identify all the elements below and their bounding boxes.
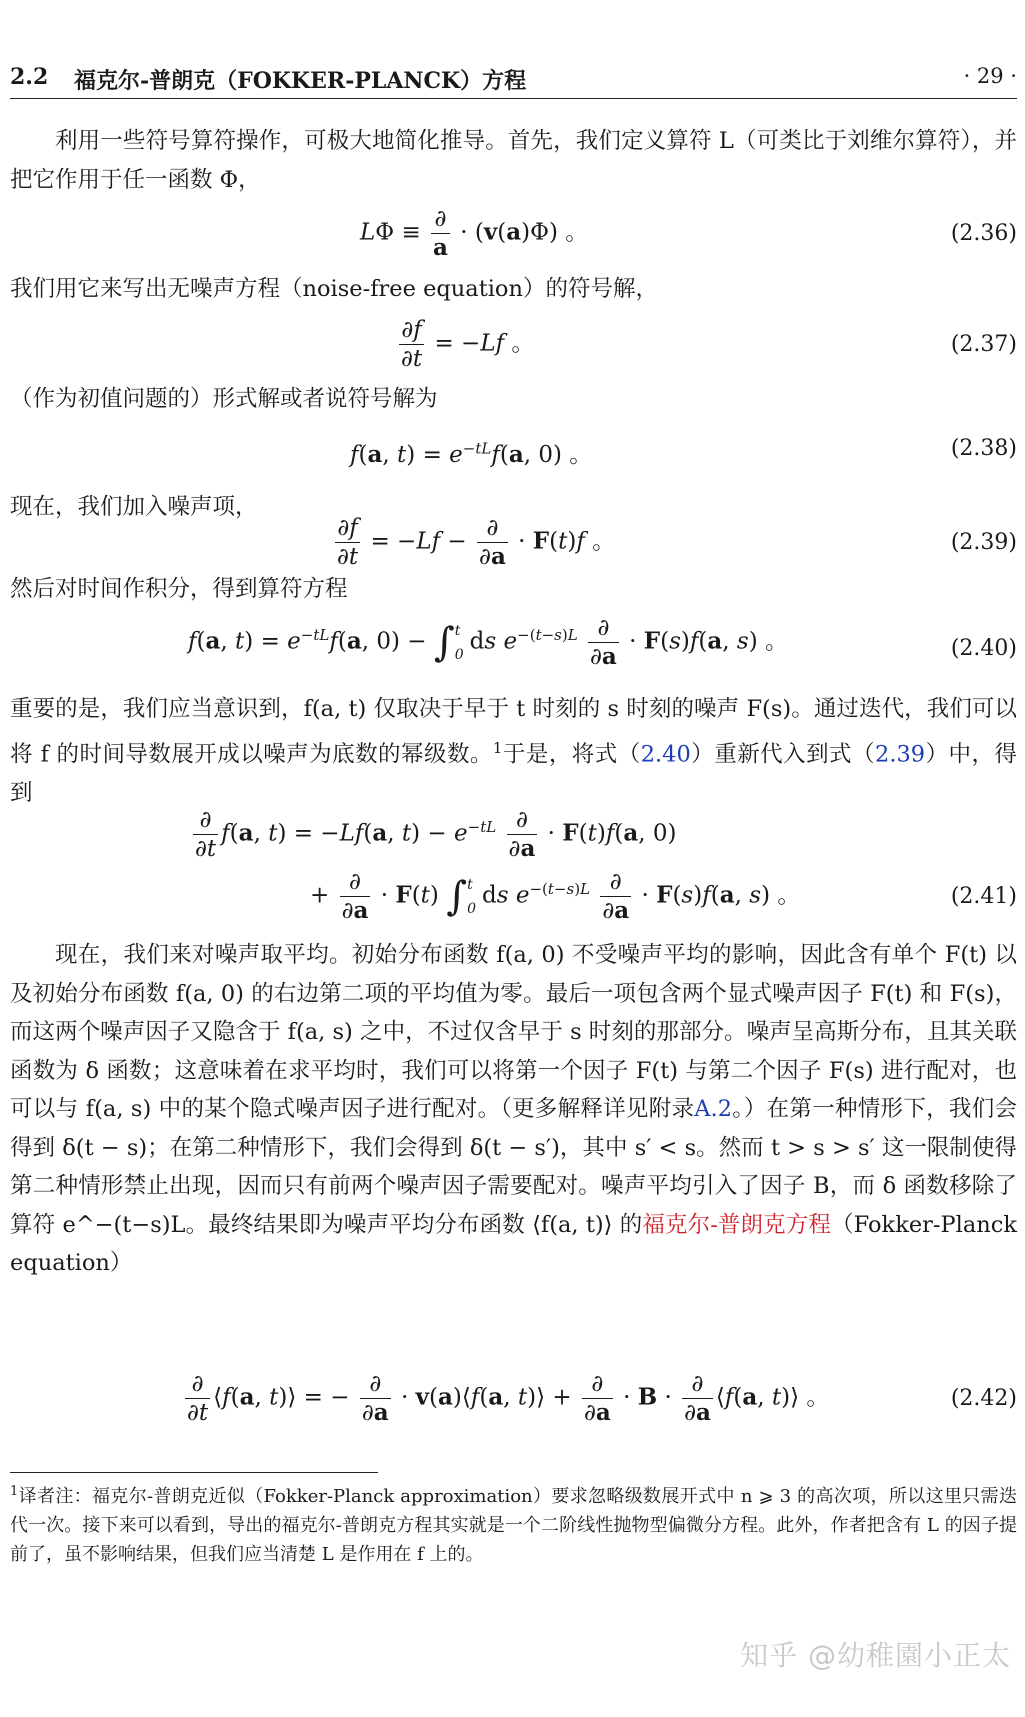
equation-body: f(a, $t) = e^{-tL}f(a$, 0) − ∫ t 0 ds $e^{-(t-s)L}$ $\frac{\partial}{\partial a}$ · F(s)f(a, s) 。 [188,615,789,670]
paragraph-3: （作为初值问题的）形式解或者说符号解为 [10,386,438,412]
equation-ref-2-39[interactable]: 2.39 [875,741,926,767]
equation-number: (2.37) [950,332,1017,357]
equation-2-38 [10,436,1017,472]
running-header [10,60,1017,96]
equation-2-37 [10,316,1017,378]
equation-number: (2.38) [950,436,1017,461]
equation-body: f(a, $t) = e^{-tL}f(a$, 0) 。 [350,439,593,468]
equation-2-41 [10,806,1017,936]
paragraph-2: 我们用它来写出无噪声方程（noise-free equation）的符号解， [10,276,658,302]
equation-2-42 [10,1370,1017,1432]
section-number: 2.2 [10,64,49,90]
equation-body: $\frac{\partial f}{\partial t}$ = −Lf − $\frac{\partial}{\partial a}$ · F(t)f 。 [337,515,616,570]
highlighted-term: 福克尔-普朗克方程 [642,1211,832,1238]
appendix-ref-a2[interactable]: A.2 [694,1096,733,1122]
equation-number: (2.41) [950,884,1017,909]
equation-body-line-2: + $\frac{\partial}{\partial a}$ · F(t) ∫ t 0 ds $e^{-(t-s)L}$ $\frac{\partial}{\partial a}$ · F(s)f(a, s) 。 [310,869,801,924]
equation-number: (2.40) [950,636,1017,661]
equation-2-36 [10,205,1017,267]
equation-body: $\frac{\partial}{\partial t}$ ⟨f(a, t)⟩ = − $\frac{\partial}{\partial a}$ · v(a)⟨f(a, t)⟩ + $\frac{\partial}{\partial a}$ · B · $\frac{\partial}{\partial a}$ ⟨f(a, t)⟩ 。 [187,1371,830,1426]
equation-body: LΦ ≡ $\frac{\partial}{a}$ · (v(a)Φ) 。 [360,206,589,261]
equation-body: $\frac{\partial f}{\partial t}$ = −Lf 。 [401,317,535,372]
equation-ref-2-40[interactable]: 2.40 [640,741,691,767]
page-number: · 29 · [963,64,1017,88]
equation-number: (2.39) [950,530,1017,555]
equation-body-line-1: $\frac{\partial}{\partial t}$ f(a, t) = −Lf(a, $t) - e^{-tL}$ $\frac{\partial}{\partial a}$ · F(t)f(a, 0) [195,807,677,862]
paragraph-1: 利用一些符号算符操作，可极大地简化推导。首先，我们定义算符 L（可类比于刘维尔算符），并把它作用于任一函数 Φ， [10,128,1017,193]
equation-number: (2.36) [950,221,1017,246]
footnote-marker[interactable]: 1 [492,738,503,757]
footnote: $^1$译者注：福克尔-普朗克近似（Fokker-Planck approximation）要求忽略级数展开式中 n ⩾ 3 的高次项，所以这里只需迭代一次。接下来可以看到，导出的福克尔-普朗克方程其实就是一个二阶线性抛物型偏微分方程。此外，作者把含有 L 的因子提前了，虽不影响结果，但我们应当清楚 L 是作用在 f 上的。 [10,1484,1017,1565]
paragraph-6: 重要的是，我们应当意识到，f(a, t) 仅取决于早于 t 时刻的 s 时刻的噪声 F(s)。通过迭代，我们可以将 f 的时间导数展开成以噪声为底数的幂级数。$^1$于是，将式（2.40）重新代入到式（2.39）中，得到 [10,696,1017,806]
footnote-rule [10,1472,378,1473]
section-title: 福克尔-普朗克（FOKKER-PLANCK）方程 [74,68,527,94]
footnote-mark: 1 [10,1484,19,1499]
equation-number: (2.42) [950,1386,1017,1411]
header-rule [10,98,1017,99]
watermark: 知乎 @幼稚園小正太 [740,1639,1011,1672]
equation-2-40 [10,614,1017,692]
paragraph-7: 现在，我们来对噪声取平均。初始分布函数 f(a, 0) 不受噪声平均的影响，因此含有单个 F(t) 以及初始分布函数 f(a, 0) 的右边第二项的平均值为零。最后一项包含两个显式噪声因子 F(t) 和 F(s)，而这两个噪声因子又隐含于 f(a, s) 之中，不过仅含早于 s 时刻的那部分。噪声呈高斯分布，且其关联函数为 δ 函数；这意味着在求平均时，我们可以将第一个因子 F(t) 与第二个因子 F(s) 进行配对，也可以与 f(a, s) 中的某个隐式噪声因子进行配对。（更多解释详见附录A.2。）在第一种情形下，我们会得到 δ(t − s)；在第二种情形下，我们会得到 δ(t − s′)，其中 s′ < s。然而 t > s > s′ 这一限制使得第二种情形禁止出现，因而只有前两个噪声因子需要配对。噪声平均引入了因子 B，而 δ 函数移除了算符 e^−(t−s)L。最终结果即为噪声平均分布函数 ⟨f(a, t)⟩ 的福克尔-普朗克方程（Fokker-Planck equation） [10,942,1017,1276]
equation-2-39 [10,514,1017,576]
paragraph-4: 现在，我们加入噪声项， [10,494,258,520]
paragraph-5: 然后对时间作积分，得到算符方程 [10,576,348,602]
